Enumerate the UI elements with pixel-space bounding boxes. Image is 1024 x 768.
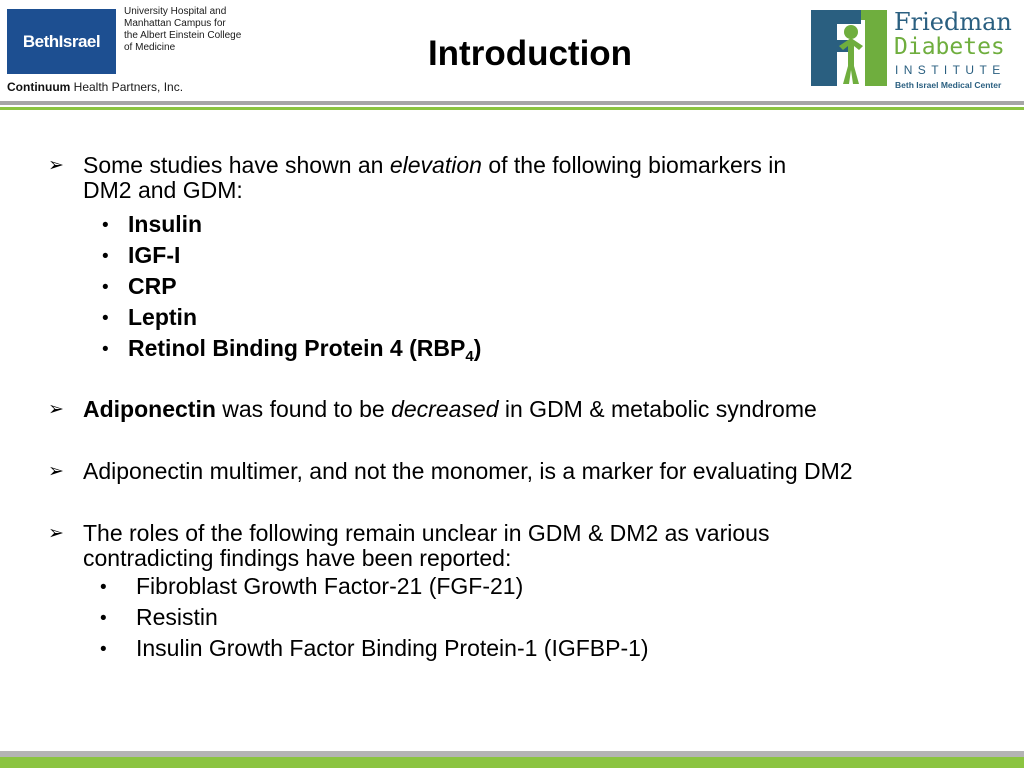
header-rule-gray	[0, 101, 1024, 105]
bullet-icon: •	[102, 246, 109, 267]
unclear-factor-item: Fibroblast Growth Factor-21 (FGF-21)	[136, 573, 524, 599]
biomarker-item: CRP	[128, 273, 177, 299]
point-1-line-1	[83, 153, 983, 178]
point-3: Adiponectin multimer, and not the monomer, is a marker for evaluating DM2	[83, 458, 853, 484]
arrow-bullet-icon: ➢	[48, 523, 64, 544]
continuum-label	[7, 80, 183, 94]
beth-israel-description-line: the Albert Einstein College	[124, 30, 242, 41]
beth-israel-description-line: Manhattan Campus for	[124, 18, 226, 29]
fdi-word-friedman: Friedman	[894, 8, 1012, 36]
point-1-line-2: DM2 and GDM:	[83, 177, 243, 203]
slide-title: Introduction	[427, 34, 633, 73]
beth-israel-wordmark: BethIsrael	[7, 9, 116, 74]
arrow-bullet-icon: ➢	[48, 399, 64, 420]
biomarker-item: Leptin	[128, 304, 197, 330]
fdi-word-diabetes: Diabetes	[894, 34, 1005, 60]
beth-israel-description-line: of Medicine	[124, 42, 176, 53]
point-4-line-2: contradicting findings have been reported:	[83, 545, 512, 571]
rbp-subscript: 4	[465, 348, 474, 365]
unclear-factor-item: Resistin	[136, 604, 218, 630]
friedman-diabetes-logo	[806, 4, 1024, 96]
continuum-bold: Continuum	[7, 80, 71, 94]
bullet-icon: •	[102, 308, 109, 329]
bullet-icon: •	[102, 339, 109, 360]
beth-israel-logo	[0, 0, 242, 98]
biomarker-item: Insulin	[128, 211, 203, 237]
point-1-emphasis: elevation	[389, 152, 482, 178]
fdi-word-center: Beth Israel Medical Center	[895, 80, 1002, 90]
point-1-suffix: of the following biomarkers in	[481, 152, 787, 178]
bullet-icon: •	[102, 215, 109, 236]
bullet-icon: •	[100, 608, 107, 629]
unclear-factor-item: Insulin Growth Factor Binding Protein-1 (IGFBP-1)	[136, 635, 649, 661]
arrow-bullet-icon: ➢	[48, 461, 64, 482]
beth-israel-description	[124, 6, 242, 54]
bullet-icon: •	[100, 639, 107, 660]
biomarker-item-rbp4	[128, 335, 482, 365]
arrow-bullet-icon: ➢	[48, 155, 64, 176]
biomarker-item: IGF-I	[128, 242, 181, 268]
point-1-prefix: Some studies have shown an	[83, 152, 390, 178]
bullet-icon: •	[100, 577, 107, 598]
point-2-emphasis: decreased	[391, 396, 499, 422]
point-4-line-1: The roles of the following remain unclear in GDM & DM2 as various	[83, 520, 770, 546]
header-rule-green	[0, 107, 1024, 110]
fdi-emblem-icon	[809, 6, 889, 88]
beth-israel-description-line: University Hospital and	[124, 6, 227, 17]
point-2-bold: Adiponectin	[83, 396, 216, 422]
point-2	[83, 397, 983, 422]
point-2-rest: in GDM & metabolic syndrome	[498, 396, 817, 422]
bullet-icon: •	[102, 277, 109, 298]
rbp-close: )	[473, 335, 482, 361]
fdi-word-institute: INSTITUTE	[895, 63, 1006, 77]
continuum-rest: Health Partners, Inc.	[70, 80, 184, 94]
point-2-middle: was found to be	[215, 396, 392, 422]
footer-rule-green	[0, 757, 1024, 768]
rbp-text: Retinol Binding Protein 4 (RBP	[128, 335, 466, 361]
